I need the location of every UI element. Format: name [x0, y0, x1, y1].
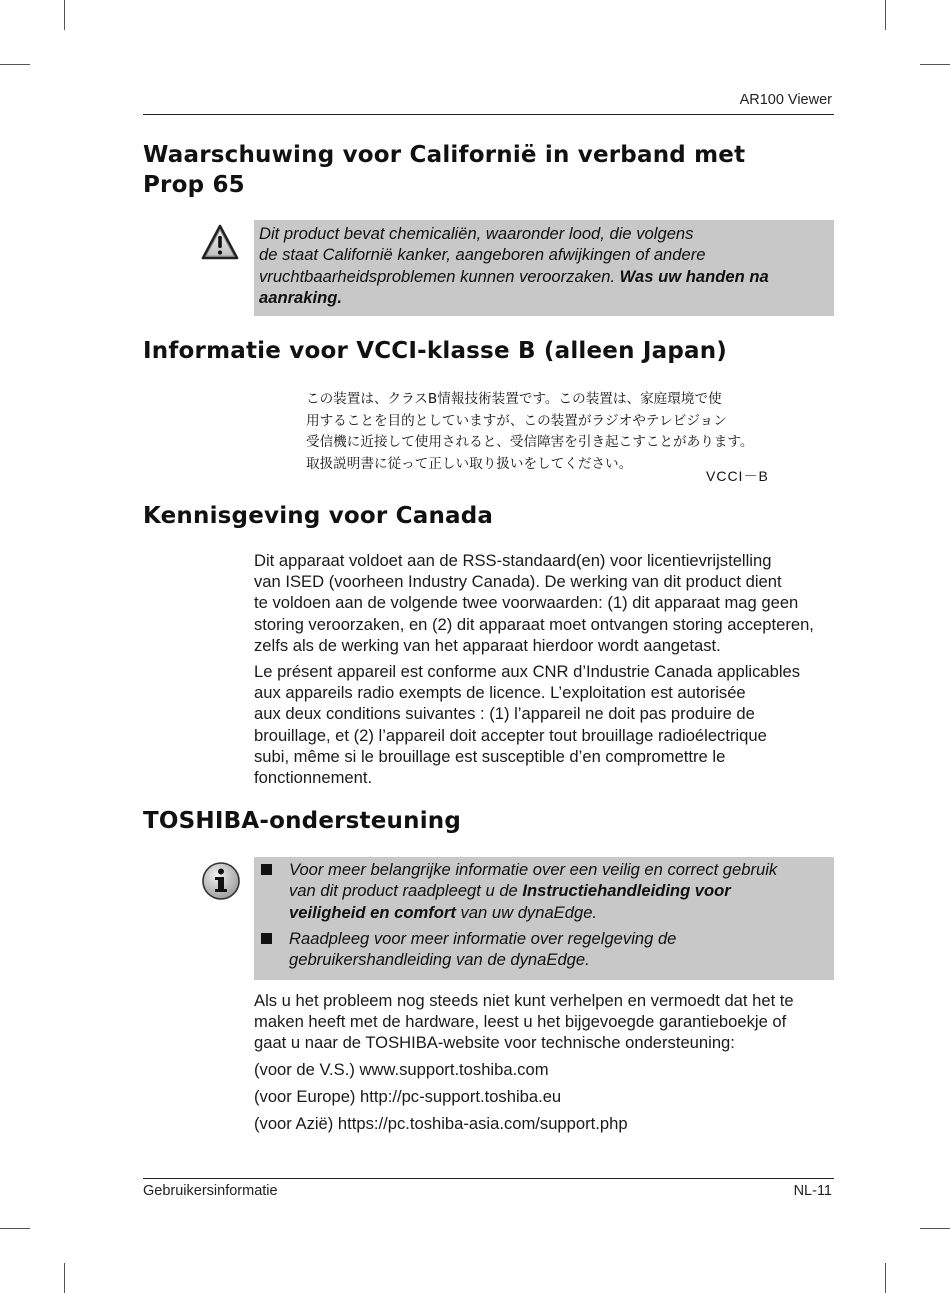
square-bullet-icon	[261, 864, 272, 875]
california-heading-line2: Prop 65	[143, 172, 245, 198]
text-line: te voldoen aan de volgende twee voorwaarden: (1) dit apparaat mag geen	[254, 593, 799, 613]
canada-dutch-paragraph	[254, 550, 839, 656]
square-bullet-icon	[261, 933, 272, 944]
crop-mark	[0, 1228, 30, 1229]
warning-triangle-icon	[200, 223, 240, 268]
canada-heading: Kennisgeving voor Canada	[143, 503, 494, 529]
crop-mark	[920, 64, 950, 65]
japanese-line: 受信機に近接して使用されると、受信障害を引き起こすことがあります。	[306, 434, 754, 451]
california-warning-text	[254, 220, 834, 308]
page-number: NL-11	[793, 1183, 832, 1199]
info-icon	[201, 861, 241, 906]
manual-title-bold: veiligheid en comfort	[289, 902, 456, 922]
text-line: aux deux conditions suivantes : (1) l’appareil ne doit pas produire de	[254, 704, 755, 724]
text-line: maken heeft met de hardware, leest u het bijgevoegde garantieboekje of	[254, 1012, 787, 1032]
japanese-line: 用することを目的としていますが、この装置がラジオやテレビジョン	[306, 412, 727, 429]
crop-mark	[885, 0, 886, 30]
japanese-line: この装置は、クラスB情報技術装置です。この装置は、家庭環境で使	[306, 391, 722, 407]
toshiba-heading: TOSHIBA-ondersteuning	[143, 808, 462, 834]
california-heading	[143, 140, 745, 200]
support-link-asia: (voor Azië) https://pc.toshiba-asia.com/support.php	[254, 1114, 628, 1133]
crop-mark	[0, 64, 30, 65]
text-line: Le présent appareil est conforme aux CNR d’Industrie Canada applicables	[254, 662, 801, 681]
text-line: Als u het probleem nog steeds niet kunt verhelpen en vermoedt dat het te	[254, 991, 794, 1010]
text-line: brouillage, et (2) l’appareil doit accepter tout brouillage radioélectrique	[254, 725, 767, 745]
manual-title-bold: Instructiehandleiding voor	[522, 881, 731, 901]
california-heading-line1: Waarschuwing voor Californië in verband met	[143, 142, 746, 168]
info-bullet-item	[254, 928, 834, 971]
canada-french-paragraph	[254, 661, 839, 788]
warning-line: de staat Californië kanker, aangeboren afwijkingen of andere	[259, 245, 706, 265]
text-line: fonctionnement.	[254, 768, 373, 788]
bullet-text: Raadpleeg voor meer informatie over regelgeving de	[289, 928, 677, 948]
text-line: subi, même si le brouillage est susceptible d’en compromettre le	[254, 746, 726, 766]
text-line: storing veroorzaken, en (2) dit apparaat moet ontvangen storing accepteren,	[254, 614, 814, 634]
bullet-text: gebruikershandleiding van de dynaEdge.	[289, 950, 590, 970]
vcci-code: VCCI－B	[706, 468, 769, 484]
toshiba-info-box	[254, 857, 834, 980]
support-link-us: (voor de V.S.) www.support.toshiba.com	[254, 1060, 549, 1079]
warning-line: vruchtbaarheidsproblemen kunnen veroorzaken.	[259, 266, 620, 286]
warning-line: Dit product bevat chemicaliën, waaronder lood, die volgens	[259, 224, 694, 243]
japanese-line: 取扱説明書に従って正しい取り扱いをしてください。	[306, 455, 633, 472]
crop-mark	[885, 1263, 886, 1293]
california-warning-box	[254, 220, 834, 316]
text-line: Dit apparaat voldoet aan de RSS-standaard(en) voor licentievrijstelling	[254, 551, 772, 570]
toshiba-support-paragraph	[254, 990, 839, 1054]
text-line: aux appareils radio exempts de licence. L’exploitation est autorisée	[254, 683, 746, 703]
text-line: van ISED (voorheen Industry Canada). De werking van dit product dient	[254, 572, 782, 592]
crop-mark	[64, 1263, 65, 1293]
running-header: AR100 Viewer	[739, 92, 832, 108]
crop-mark	[920, 1228, 950, 1229]
header-rule	[143, 114, 834, 115]
vcci-heading: Informatie voor VCCI-klasse B (alleen Japan)	[143, 338, 728, 364]
footer-section-name: Gebruikersinformatie	[143, 1183, 278, 1199]
bullet-text: Voor meer belangrijke informatie over een veilig en correct gebruik	[289, 860, 778, 879]
footer-rule	[143, 1178, 834, 1179]
info-bullet-item	[254, 859, 834, 923]
vcci-japanese-notice	[306, 389, 786, 475]
bullet-text: van uw dynaEdge.	[455, 902, 598, 922]
text-line: gaat u naar de TOSHIBA-website voor technische ondersteuning:	[254, 1033, 735, 1053]
warning-bold-text: Was uw handen na	[619, 266, 769, 286]
crop-mark	[64, 0, 65, 30]
bullet-text: van dit product raadpleegt u de	[289, 881, 523, 901]
support-link-europe: (voor Europe) http://pc-support.toshiba.eu	[254, 1087, 562, 1106]
warning-bold-text: aanraking.	[259, 287, 343, 307]
text-line: zelfs als de werking van het apparaat hierdoor wordt aangetast.	[254, 635, 721, 655]
